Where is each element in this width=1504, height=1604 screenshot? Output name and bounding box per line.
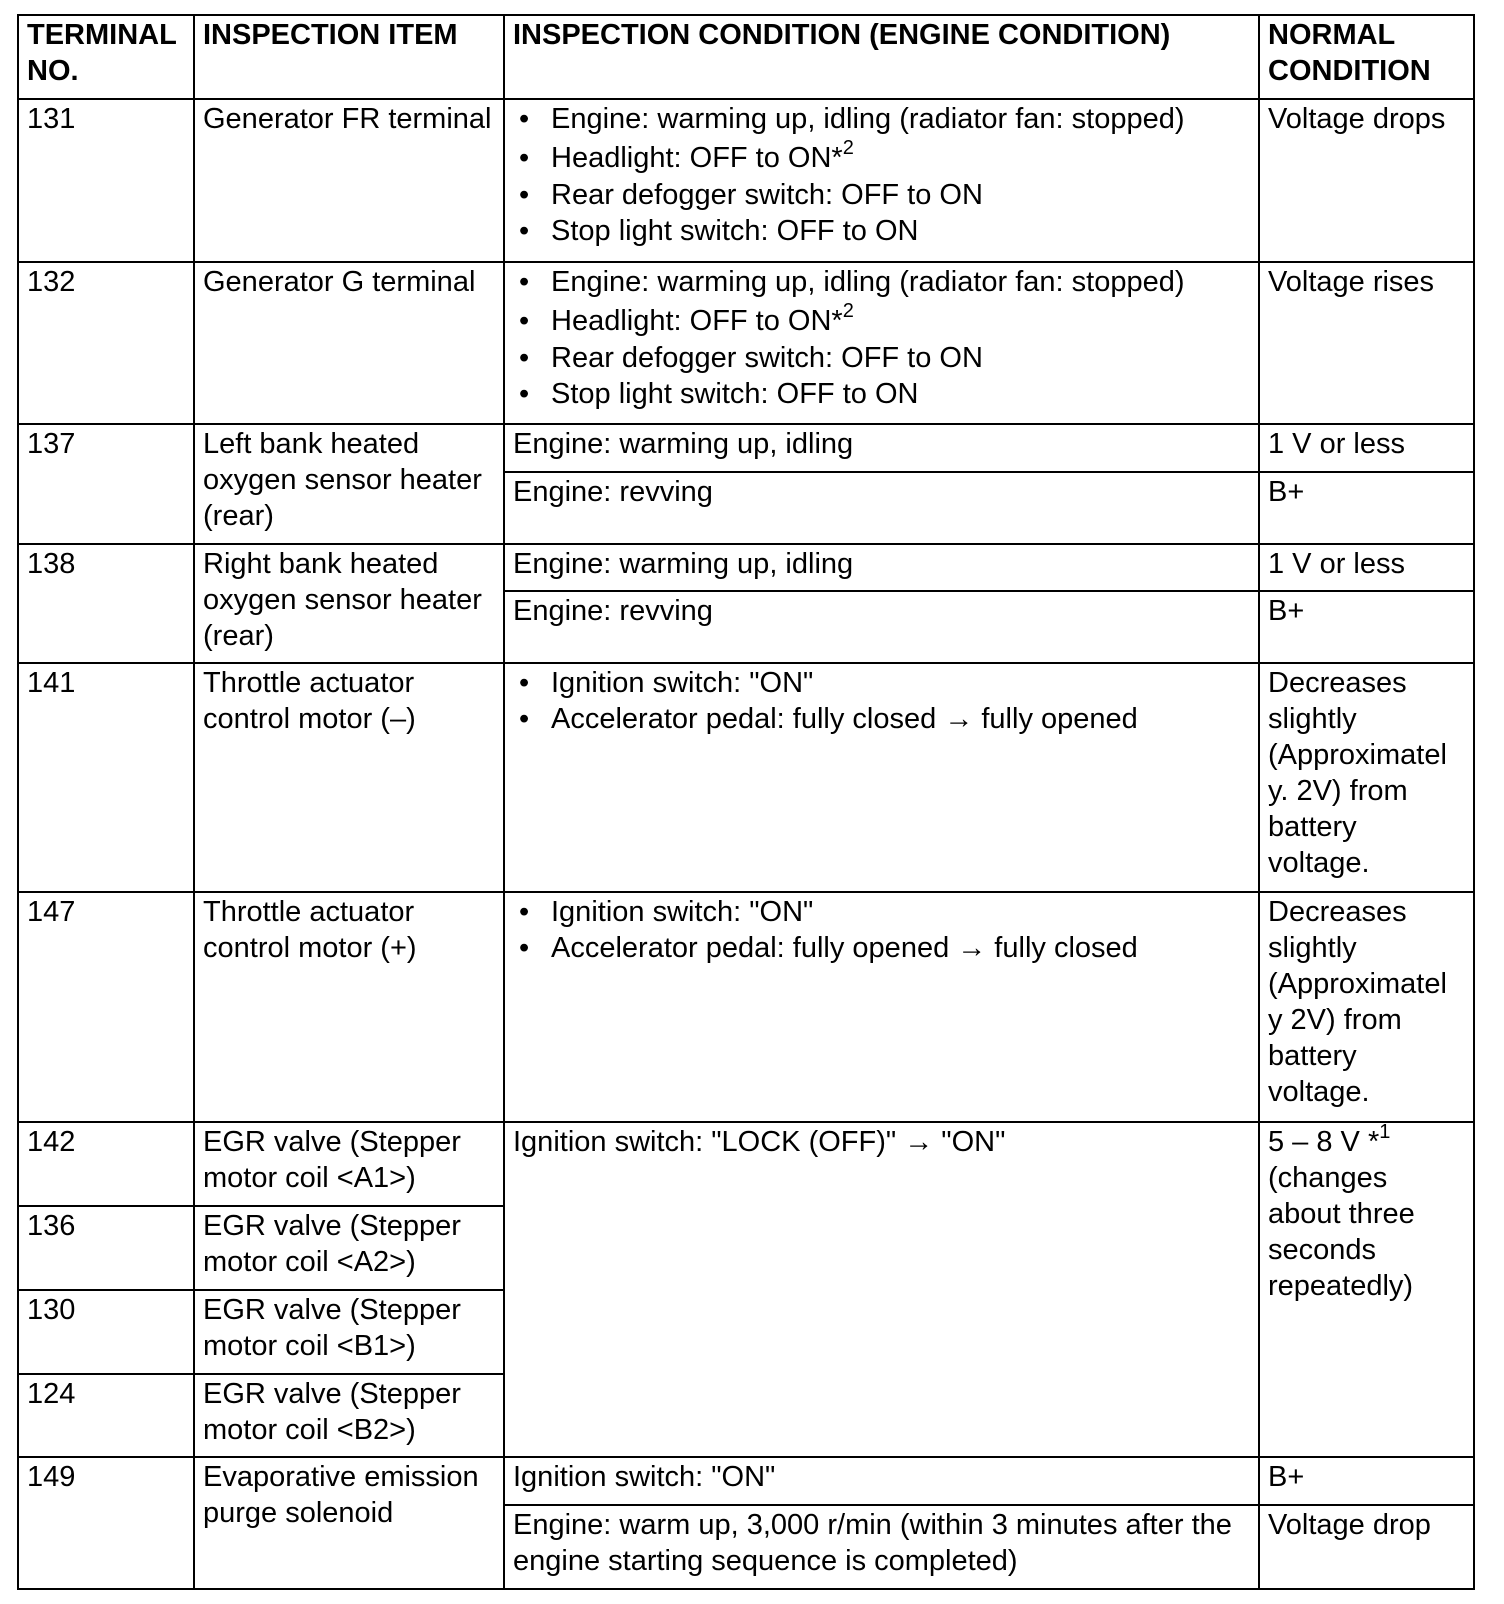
terminal-number: 147 [18, 892, 194, 1121]
terminal-number: 149 [18, 1457, 194, 1589]
inspection-item: EGR valve (Stepper motor coil <B1>) [194, 1290, 504, 1374]
condition-bullet: • Engine: warming up, idling (radiator fan: stopped) [551, 264, 1250, 300]
terminal-number: 137 [18, 424, 194, 543]
terminal-number: 132 [18, 262, 194, 425]
table-row [18, 663, 1474, 892]
header-terminal-no: TERMINAL NO. [18, 15, 194, 99]
terminal-number: 136 [18, 1206, 194, 1290]
inspection-condition [504, 663, 1259, 892]
table-row [18, 262, 1474, 425]
condition-text: Headlight: OFF to ON* [551, 141, 843, 174]
footnote-marker: 2 [842, 136, 854, 159]
normal-condition: 1 V or less [1259, 544, 1474, 592]
inspection-item: EGR valve (Stepper motor coil <B2>) [194, 1374, 504, 1458]
inspection-condition: Engine: revving [504, 591, 1259, 663]
normal-condition: Decreases slightly (Approximatel y. 2V) from battery voltage. [1259, 663, 1474, 892]
egr-voltage-note: (changes about three seconds repeatedly) [1268, 1161, 1415, 1302]
condition-text: Headlight: OFF to ON* [551, 304, 843, 337]
inspection-item: Throttle actuator control motor (+) [194, 892, 504, 1121]
condition-bullet: • Ignition switch: "ON" [551, 894, 1250, 930]
normal-condition: Voltage drop [1259, 1505, 1474, 1589]
footnote-marker: 1 [1379, 1120, 1391, 1143]
condition-bullet: • Accelerator pedal: fully closed → fully opened [551, 701, 1250, 737]
condition-bullet: • Ignition switch: "ON" [551, 665, 1250, 701]
condition-bullet [551, 136, 1250, 177]
normal-condition: Voltage drops [1259, 99, 1474, 262]
inspection-condition: Engine: warm up, 3,000 r/min (within 3 minutes after the engine starting sequence is completed) [504, 1505, 1259, 1589]
inspection-item: Throttle actuator control motor (–) [194, 663, 504, 892]
normal-condition: B+ [1259, 591, 1474, 663]
egr-voltage [1268, 1120, 1465, 1160]
table-row [18, 424, 1474, 472]
normal-condition: 1 V or less [1259, 424, 1474, 472]
inspection-item: Generator FR terminal [194, 99, 504, 262]
terminal-number: 141 [18, 663, 194, 892]
header-normal-condition: NORMAL CONDITION [1259, 15, 1474, 99]
terminal-number: 124 [18, 1374, 194, 1458]
inspection-condition [504, 99, 1259, 262]
terminal-number: 130 [18, 1290, 194, 1374]
egr-voltage-text: 5 – 8 V * [1268, 1125, 1380, 1158]
condition-bullet: • Rear defogger switch: OFF to ON [551, 177, 1250, 213]
inspection-condition: Ignition switch: "ON" [504, 1457, 1259, 1505]
inspection-condition [504, 262, 1259, 425]
inspection-item: EGR valve (Stepper motor coil <A2>) [194, 1206, 504, 1290]
table-row [18, 1122, 1474, 1206]
condition-bullet: • Stop light switch: OFF to ON [551, 213, 1250, 249]
inspection-item: Right bank heated oxygen sensor heater (rear) [194, 544, 504, 663]
condition-bullet: • Engine: warming up, idling (radiator fan: stopped) [551, 101, 1250, 137]
normal-condition: Voltage rises [1259, 262, 1474, 425]
condition-bullet: • Rear defogger switch: OFF to ON [551, 340, 1250, 376]
normal-condition [1259, 1122, 1474, 1458]
footnote-marker: 2 [842, 299, 854, 322]
condition-bullet: • Accelerator pedal: fully opened → fully closed [551, 930, 1250, 966]
header-inspection-item: INSPECTION ITEM [194, 15, 504, 99]
table-row [18, 892, 1474, 1121]
table-row [18, 99, 1474, 262]
terminal-number: 142 [18, 1122, 194, 1206]
table-header-row [18, 15, 1474, 99]
inspection-item: Generator G terminal [194, 262, 504, 425]
normal-condition: Decreases slightly (Approximatel y 2V) from battery voltage. [1259, 892, 1474, 1121]
inspection-condition: Engine: warming up, idling [504, 424, 1259, 472]
inspection-condition: Engine: warming up, idling [504, 544, 1259, 592]
normal-condition: B+ [1259, 472, 1474, 544]
inspection-item: EGR valve (Stepper motor coil <A1>) [194, 1122, 504, 1206]
inspection-table [17, 14, 1475, 1590]
inspection-item: Evaporative emission purge solenoid [194, 1457, 504, 1589]
table-row [18, 1457, 1474, 1505]
normal-condition: B+ [1259, 1457, 1474, 1505]
inspection-condition: Engine: revving [504, 472, 1259, 544]
inspection-item: Left bank heated oxygen sensor heater (rear) [194, 424, 504, 543]
header-inspection-condition: INSPECTION CONDITION (ENGINE CONDITION) [504, 15, 1259, 99]
terminal-number: 131 [18, 99, 194, 262]
inspection-condition [504, 892, 1259, 1121]
condition-bullet [551, 299, 1250, 340]
table-row [18, 544, 1474, 592]
inspection-condition: Ignition switch: "LOCK (OFF)" → "ON" [504, 1122, 1259, 1458]
terminal-number: 138 [18, 544, 194, 663]
condition-bullet: • Stop light switch: OFF to ON [551, 376, 1250, 412]
